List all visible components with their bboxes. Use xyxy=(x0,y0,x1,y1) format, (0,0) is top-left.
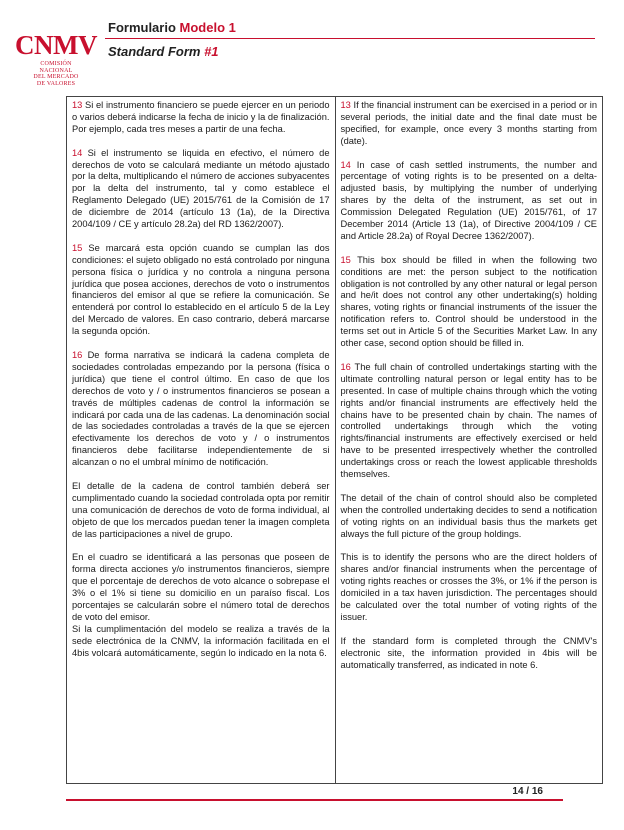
spanish-notes-column xyxy=(67,97,335,783)
note-number: 15 xyxy=(340,254,351,265)
note-text: The full chain of controlled undertakings starting with the ultimate controlling natural person or legal entity has to be presented. In case of multiple chains through which the voting rights and/or financial instruments are effectively held the chains have to be presented chain by chain. The names of controlled undertakings through which the voting rights/financial instruments are effectively exercised or held have to be presented irrespectively whether the controlled undertakings cross or reach the lowest applicable thresholds themselves. xyxy=(340,361,597,480)
form-title-plain: Formulario xyxy=(108,20,180,35)
logo-subtitle xyxy=(13,61,99,87)
note-paragraph xyxy=(72,481,330,541)
note-number: 15 xyxy=(72,242,83,253)
cnmv-logo xyxy=(13,32,99,87)
note-text: In case of cash settled instruments, the number and percentage of voting rights is to be presented on a delta-adjusted basis, by multiplying the number of underlying shares by the delta of the instrument, as set out in Commission Delegated Regulation (UE) 2015/761, of 17 December 2014 (Article 13 (1a), of Directive 2004/109 / CE and Article 28.2a) of Royal Decree 1362/2007). xyxy=(340,159,597,241)
note-number: 16 xyxy=(72,349,83,360)
note-text: El detalle de la cadena de control también deberá ser cumplimentado cuando la sociedad controlada opta por remitir una comunicación de derechos de voto de forma individual, al objeto de que los mercados puedan tener la imagen completa de las participaciones a nivel de grupo. xyxy=(72,480,330,539)
note-number: 16 xyxy=(340,361,351,372)
logo-line: COMISIÓN xyxy=(40,61,72,67)
note-number: 14 xyxy=(340,159,351,170)
note-text: De forma narrativa se indicará la cadena completa de sociedades controladas empezando por la persona (física o jurídica) que tiene el control último. En caso de que los derechos de voto y / o instrumentos financieros se posean a través de múltiples cadenas de control la información se indicará por cada una de las cadenas. La denominación social de las sociedades controladas a través de la que se ejercen efectivamente los derechos de voto y / o instrumentos financieros debe facilitarse independientemente de si alcanzan o no el umbral mínimo de notificación. xyxy=(72,349,330,468)
notes-table xyxy=(66,96,603,784)
note-paragraph xyxy=(341,493,598,541)
note-paragraph xyxy=(72,243,330,338)
note-paragraph xyxy=(341,255,598,350)
note-paragraph xyxy=(341,636,598,672)
note-paragraph xyxy=(72,350,330,469)
form-subtitle-plain: Standard Form xyxy=(108,44,205,59)
note-text: The detail of the chain of control should also be completed when the controlled undertaking decides to send a notification of voting rights on an individual basis thus the markets get always the full picture of the group holdings. xyxy=(340,492,597,539)
header-divider xyxy=(105,38,595,39)
note-number: 13 xyxy=(72,100,83,110)
logo-line: DEL MERCADO xyxy=(33,74,79,81)
logo-line: NACIONAL xyxy=(39,67,73,74)
note-text: Si el instrumento se liquida en efectivo, el número de derechos de voto se calculará mediante un método ajustado por la delta, multiplicando el número de acciones subyacentes por la delta del instrumento, tal y como establece el Reglamento Delegado (UE) 2015/761 de la Comisión de 17 de diciembre de 2014 (artículo 13 (1a), de la Directiva 2004/109 / CE y artículo 28.2a) del RD 1362/2007). xyxy=(72,147,330,230)
note-text: En el cuadro se identificará a las personas que poseen de forma directa acciones y/o instrumentos financieros, siempre que el porcentaje de derechos de voto alcance o sobrepase el 3% o el 1% si tiene su domicilio en un paraíso fiscal. Los porcentajes se calcularán sobre el número total de derechos de voto del emisor. xyxy=(72,552,330,622)
note-paragraph xyxy=(72,624,330,660)
note-text: Se marcará esta opción cuando se cumplan las dos condiciones: el sujeto obligado no está controlado por ninguna persona física o jurídica y no controla a ninguna persona jurídica que posea acciones, derechos de voto o instrumentos financieros del emisor al que se refiere la comunicación. Se entenderá por control lo establecido en el artículo 5 de la Ley del Mercado de valores. En caso contrario, deberá marcarse la segunda opción. xyxy=(72,242,330,337)
note-paragraph xyxy=(341,362,598,481)
note-text: This box should be filled in when the following two conditions are met: the person subject to the notification obligation is not controlled by any other natural or legal person and he/it does not control any other undertaking(s) holding shares, voting rights or financial instruments of the issuer the notification refers to. Control should be understood in the terms set out in Article 5 of the Securities Market Law. In any other case, second option should be filled in. xyxy=(340,254,597,349)
note-text: If the financial instrument can be exercised in a period or in several periods, the initial date and the final date must be specified, for example, once every 3 months starting from (date). xyxy=(340,100,597,146)
form-title xyxy=(108,20,236,35)
form-subtitle xyxy=(108,44,219,59)
note-text: Si el instrumento financiero se puede ejercer en un periodo o varios deberá indicarse la fecha de inicio y la de finalización. Por ejemplo, cada tres meses a partir de una fecha. xyxy=(72,100,330,134)
footer-divider xyxy=(66,799,563,801)
note-paragraph xyxy=(341,160,598,243)
note-number: 13 xyxy=(340,100,351,110)
note-text: If the standard form is completed through the CNMV's electronic site, the information provided in 4bis will be automatically transferred, as indicated in note 6. xyxy=(340,635,597,670)
page-number: 14 / 16 xyxy=(512,786,543,797)
note-paragraph xyxy=(72,552,330,623)
note-text: Si la cumplimentación del modelo se realiza a través de la sede electrónica de la CNMV, la información facilitada en el 4bis volcará automáticamente, según lo indicado en la nota 6. xyxy=(72,623,330,658)
form-title-accent: Modelo 1 xyxy=(179,20,236,35)
note-paragraph xyxy=(72,148,330,231)
note-paragraph xyxy=(341,552,598,623)
note-number: 14 xyxy=(72,147,83,158)
english-notes-column xyxy=(335,97,603,783)
note-text: This is to identify the persons who are the direct holders of shares and/or financial instruments when the percentage of voting rights reaches or crosses the 3%, or 1% if the person is domiciled in a tax haven jurisdiction. The percentages should be calculated over the total number of voting rights of the issuer. xyxy=(340,552,597,622)
logo-line: DE VALORES xyxy=(36,80,76,87)
note-paragraph xyxy=(72,100,330,136)
logo-mark: CNMV xyxy=(15,30,97,60)
note-paragraph xyxy=(341,100,598,148)
form-subtitle-accent: #1 xyxy=(204,44,219,59)
